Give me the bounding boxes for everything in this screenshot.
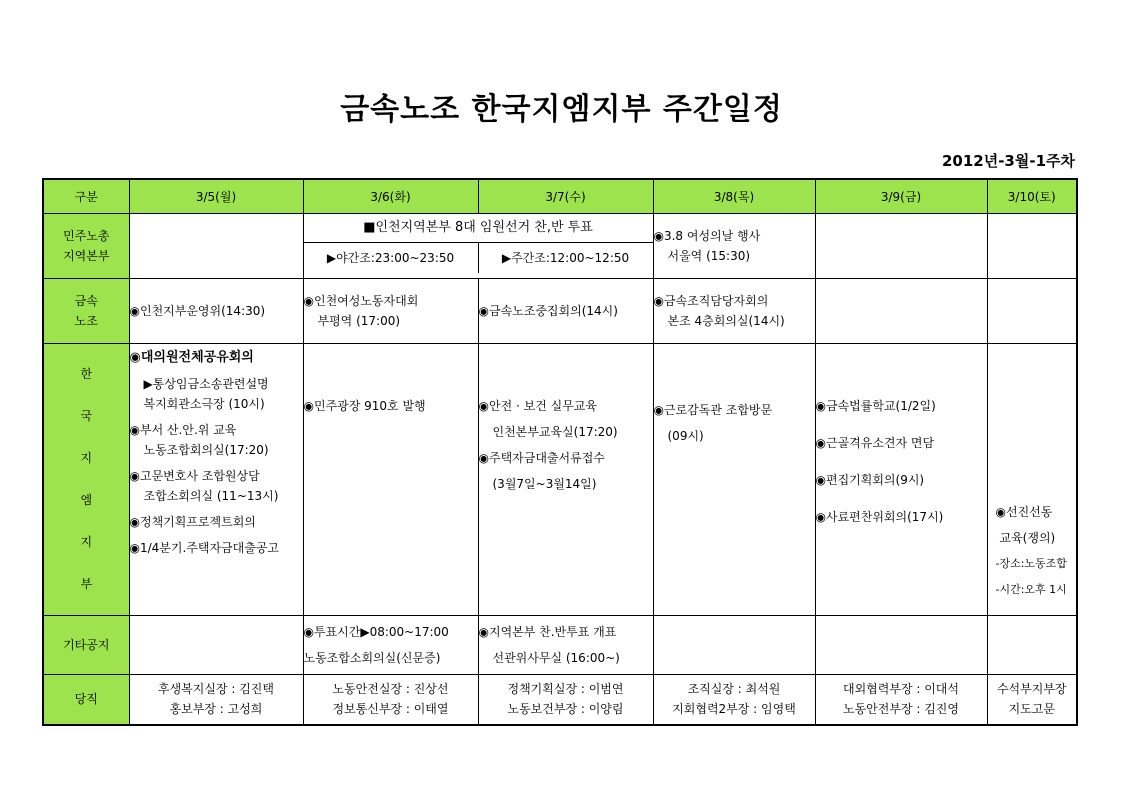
cell-etc-fri xyxy=(815,615,987,674)
vote-title: ■인천지역본부 8대 임원선거 찬,반 투표 xyxy=(304,214,653,243)
cell-union-mon: ◉인천지부운영위(14:30) xyxy=(129,278,303,343)
header-row xyxy=(43,179,1077,213)
cell-union-tue: ◉인천여성노동자대회 부평역 (17:00) xyxy=(303,278,478,343)
row-etc xyxy=(43,615,1077,674)
cell-duty-sat: 수석부지부장 지도고문 xyxy=(987,674,1077,725)
cell-gm-mon: ◉대의원전체공유회의 ▶통상임금소송관련설명 복지회관소극장 (10시) ◉부서 산.안.위 교육 노동조합회의실(17:20) ◉고문변호사 조합원상담 조합소회의실 (11~13시) ◉정책기획프로젝트회의 ◉1/4분기.주택자금대출공고 xyxy=(129,343,303,615)
cell-etc-thu xyxy=(653,615,815,674)
cell-region-fri xyxy=(815,213,987,278)
row-label-duty: 당직 xyxy=(43,674,129,725)
schedule-table xyxy=(42,178,1078,726)
row-union xyxy=(43,278,1077,343)
cell-gm-tue: ◉민주광장 910호 발행 xyxy=(303,343,478,615)
cell-region-sat xyxy=(987,213,1077,278)
cell-region-vote xyxy=(303,213,653,278)
header-day-mon: 3/5(월) xyxy=(129,179,303,213)
cell-gm-wed: ◉안전 · 보건 실무교육 인천본부교육실(17:20) ◉주택자금대출서류접수 (3월7일~3월14일) xyxy=(478,343,653,615)
row-label-gm: 한 국 지 엠 지 부 xyxy=(43,343,129,615)
header-day-thu: 3/8(목) xyxy=(653,179,815,213)
cell-region-mon xyxy=(129,213,303,278)
cell-etc-tue: ◉투표시간▶08:00~17:00 노동조합소회의실(신문증) xyxy=(303,615,478,674)
cell-gm-sat: ◉선진선동 교육(쟁의) -장소:노동조합 -시간:오후 1시 xyxy=(987,343,1077,615)
page-title: 금속노조 한국지엠지부 주간일정 xyxy=(340,92,783,127)
vote-day-shift: ▶주간조:12:00~12:50 xyxy=(501,250,630,265)
cell-duty-wed: 정책기획실장 : 이범연 노동보건부장 : 이양림 xyxy=(478,674,653,725)
cell-etc-wed: ◉지역본부 찬.반투표 개표 선관위사무실 (16:00~) xyxy=(478,615,653,674)
cell-duty-fri: 대외협력부장 : 이대석 노동안전부장 : 김진영 xyxy=(815,674,987,725)
header-day-fri: 3/9(금) xyxy=(815,179,987,213)
cell-union-thu: ◉금속조직담당자회의 본조 4층회의실(14시) xyxy=(653,278,815,343)
cell-etc-mon xyxy=(129,615,303,674)
vote-night-shift: ▶야간조:23:00~23:50 xyxy=(304,243,479,273)
header-day-wed: 3/7(수) xyxy=(478,179,653,213)
cell-etc-sat xyxy=(987,615,1077,674)
cell-duty-thu: 조직실장 : 최석원 지회협력2부장 : 임영택 xyxy=(653,674,815,725)
cell-union-fri xyxy=(815,278,987,343)
header-day-tue: 3/6(화) xyxy=(303,179,478,213)
row-label-union: 금속 노조 xyxy=(43,278,129,343)
row-duty xyxy=(43,674,1077,725)
cell-duty-tue: 노동안전실장 : 진상선 정보통신부장 : 이태열 xyxy=(303,674,478,725)
header-category: 구분 xyxy=(43,179,129,213)
header-day-sat: 3/10(토) xyxy=(987,179,1077,213)
row-gm xyxy=(43,343,1077,615)
cell-gm-thu: ◉근로감독관 조합방문 (09시) xyxy=(653,343,815,615)
row-label-etc: 기타공지 xyxy=(43,615,129,674)
cell-region-thu: ◉3.8 여성의날 행사 서울역 (15:30) xyxy=(653,213,815,278)
week-label: 2012년-3월-1주차 xyxy=(941,152,1075,170)
cell-union-wed: ◉금속노조중집회의(14시) xyxy=(478,278,653,343)
cell-gm-fri: ◉금속법률학교(1/2일) ◉근골격유소견자 면담 ◉편집기획회의(9시) ◉사료편찬위회의(17시) xyxy=(815,343,987,615)
cell-union-sat xyxy=(987,278,1077,343)
row-label-region: 민주노총 지역본부 xyxy=(43,213,129,278)
cell-duty-mon: 후생복지실장 : 김진택 홍보부장 : 고성희 xyxy=(129,674,303,725)
row-region xyxy=(43,213,1077,278)
